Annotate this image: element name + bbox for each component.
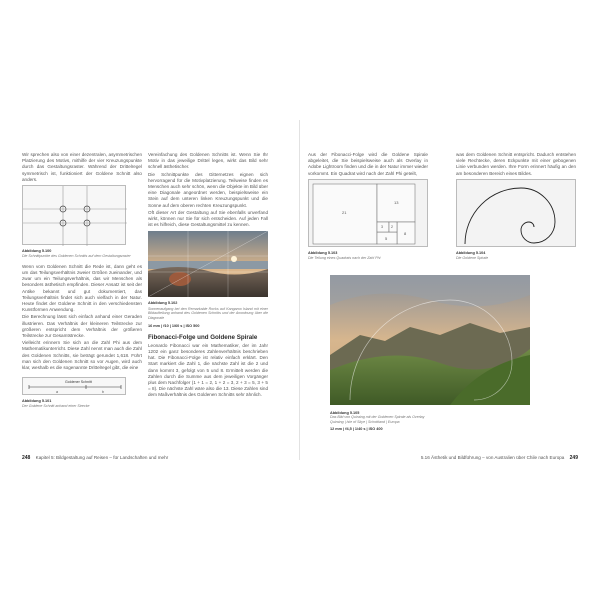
golden-spiral-figure: [456, 179, 576, 247]
segment-b-label: b: [102, 390, 104, 395]
paragraph: was dem Goldenen Schnitt entspricht. Dadurch entstehen viele Rechtecke, deren Eckpunkte mit einer gebogenen Linie verbunden werden. Ihre Form erinnert häufig an den am besonderen Bereich eines Bildes.: [456, 152, 576, 176]
figure-caption: Die Goldene Spirale: [456, 256, 489, 261]
figure-label: Abbildung 5.101: [22, 399, 52, 404]
paragraph: Vereinfachung des Goldenen Schnitts ist. Wenn Sie Ihr Motiv in das jeweilige Drittel legen, wirkt das Bild sehr schnell ästhetischer.: [148, 152, 268, 170]
paragraph: Wir sprechen also von einer dezentralen, asymmetrischen Platzierung des Motivs, mithilfe der vier Kreuzungspunkte durch das Gestaltungsraster. Während der Drittelregel symmetrisch ist, funktioniert der Goldene Schnitt also anders.: [22, 152, 142, 182]
figure-caption: Sonnenaufgang bei den Remarkable Rocks auf Kangaroo Island mit einer Bildaufteilung anhand des Goldenen Schnitts und der Anordnung über die Diagonale: [148, 306, 268, 320]
right-page: [308, 110, 578, 475]
figure-label: Abbildung 5.104: [456, 250, 486, 255]
ruler-title: Goldener Schnitt: [65, 380, 92, 385]
figure-caption-location: Quiraing | Isle of Skye | Schottland | Europa: [330, 419, 400, 424]
page-gutter: [299, 120, 300, 460]
figure-caption: Die Teilung eines Quadrats nach der Zahl Phi: [308, 256, 381, 261]
quiraing-photo: [330, 275, 530, 405]
paragraph: Vielleicht erinnern Sie sich an die Zahl Phi aus dem Mathematikunterricht. Diese Zahl nennt man auch die Zahl des Goldenen Schnitts, sie beträgt gerundet 1,618. Führt man sich den Goldenen Schnitt so vor Augen, wird auch klar, weshalb es die sogenannte Drittelregel gibt, die eine: [22, 340, 142, 371]
footer-section-text: 5.16 Ästhetik und Bildführung – von Australien über Chile nach Europa: [420, 455, 565, 460]
golden-ratio-grid-figure: [22, 185, 126, 245]
figure-label: Abbildung 5.105: [330, 411, 360, 415]
paragraph: Die Berechnung lässt sich einfach anhand einer Geraden illustrieren. Das Verhältnis der kleineren Teilstrecke zur größeren entspricht dem Verhältnis der größeren Teilstrecke zur Gesamtstrecke.: [22, 314, 142, 339]
fib-label: 21: [342, 209, 347, 215]
fib-label: 5: [385, 235, 388, 241]
left-footer: [22, 455, 168, 461]
paragraph: Die Schnittpunkte des Gitternetzes eignen sich hervorragend für die Motivplatzierung. Teilweise finden es Menschen auch sehr schön, wenn die Objekte im Bild über eine Diagonale angeordnet werden, beispielsweise ein Stein auf dem unteren linken Kreuzungspunkt und die Sonne auf dem oberen rechten Kreuzungspunkt.: [148, 171, 268, 208]
figure-caption: Der Goldene Schnitt anhand einer Strecke: [22, 404, 90, 409]
fib-label: 8: [404, 230, 407, 236]
footer-chapter-text: Kapitel 5: Bildgestaltung auf Reisen – für Landschaften und mehr: [35, 455, 169, 460]
left-column-1: [22, 152, 142, 409]
paragraph: Leonardo Fibonacci war ein Mathematiker, der im Jahr 1202 ein ganz besonderes Zahlenverhältnis beschrieben hat. Die Fibonacci-Folge ist relativ einfach erklärt. Den Start markiert die Zahl 1, die nächste Zahl ist die 2 und dann kommt 3, gefolgt von 5 und 8. Ermittelt werden die Zahlen durch die Summe aus dem jeweiligen Vorgänger plus dem Nachfolger (1 + 1 = 2, 1 + 2 = 3, 2 + 3 = 5, 3 + 5 = 8). Die nächste Zahl wäre also die 13. Diese Zahlen sind dem Maßverhältnis des Goldenen Schnitts sehr ähnlich.: [148, 342, 268, 398]
figure-label: Abbildung 5.102: [148, 301, 178, 306]
figure-label: Abbildung 5.100: [22, 249, 52, 254]
left-column-2: [148, 152, 268, 400]
figure-caption: Die Schnittpunkte des Goldenen Schnitts auf dem Gestaltungsraster: [22, 254, 131, 259]
exif-info: 16 mm | f10 | 1/60 s | ISO 500: [148, 324, 200, 329]
remarkable-rocks-photo: [148, 231, 268, 297]
fib-label: 13: [394, 199, 399, 205]
segment-a-label: a: [56, 390, 58, 395]
left-page: [22, 110, 292, 475]
photo-caption-block: [330, 408, 530, 431]
figure-caption: Das Bild von Quiraing mit der Goldenen Spirale als Overlay: [330, 415, 425, 419]
right-column-1: [308, 152, 428, 261]
right-column-2: [456, 152, 576, 261]
page-number: 248: [22, 455, 31, 461]
page-number: 249: [569, 455, 578, 461]
golden-section-line-figure: [22, 377, 126, 395]
fib-label: 3: [381, 224, 383, 229]
fib-label: 2: [391, 224, 393, 229]
exif-info: 12 mm | f4,5 | 1/40 s | ISO 400: [330, 427, 383, 432]
figure-label: Abbildung 5.103: [308, 250, 338, 255]
paragraph: Aus der Fibonacci-Folge wird die Goldene Spirale abgeleitet, die Sie beispielsweise auch als Overlay in Adobe Lightroom finden und die in der Natur immer wieder vorkommt. Ein Quadrat wird nach der Zahl Phi geteilt,: [308, 152, 428, 176]
section-heading: Fibonacci-Folge und Goldene Spirale: [148, 333, 258, 341]
paragraph: Wenn vom Goldenen Schnitt die Rede ist, dann geht es um das Teilungsverhältnis zweier Größen zueinander, und zwar um ein Teilungsverhältnis, das wir Menschen als besonders ästhetisch empfinden. Dieser Ansatz ist seit der Antike bekannt und gut dokumentiert, das Teilungsverhältnis findet sich auch vielfach in der Natur. Heute findet der Goldene Schnitt in den verschiedensten Kunstformen Anwendung.: [22, 263, 142, 313]
fibonacci-squares-figure: [308, 179, 428, 247]
paragraph: Oft dieser Art der Gestaltung auf Sie ebenfalls unverfand wirkt, können nur Sie für sich entscheiden. Auf jeden Fall ist es hilfreich, diese Gestaltungsmittel zu kennen.: [148, 209, 268, 228]
right-footer: [421, 455, 578, 461]
